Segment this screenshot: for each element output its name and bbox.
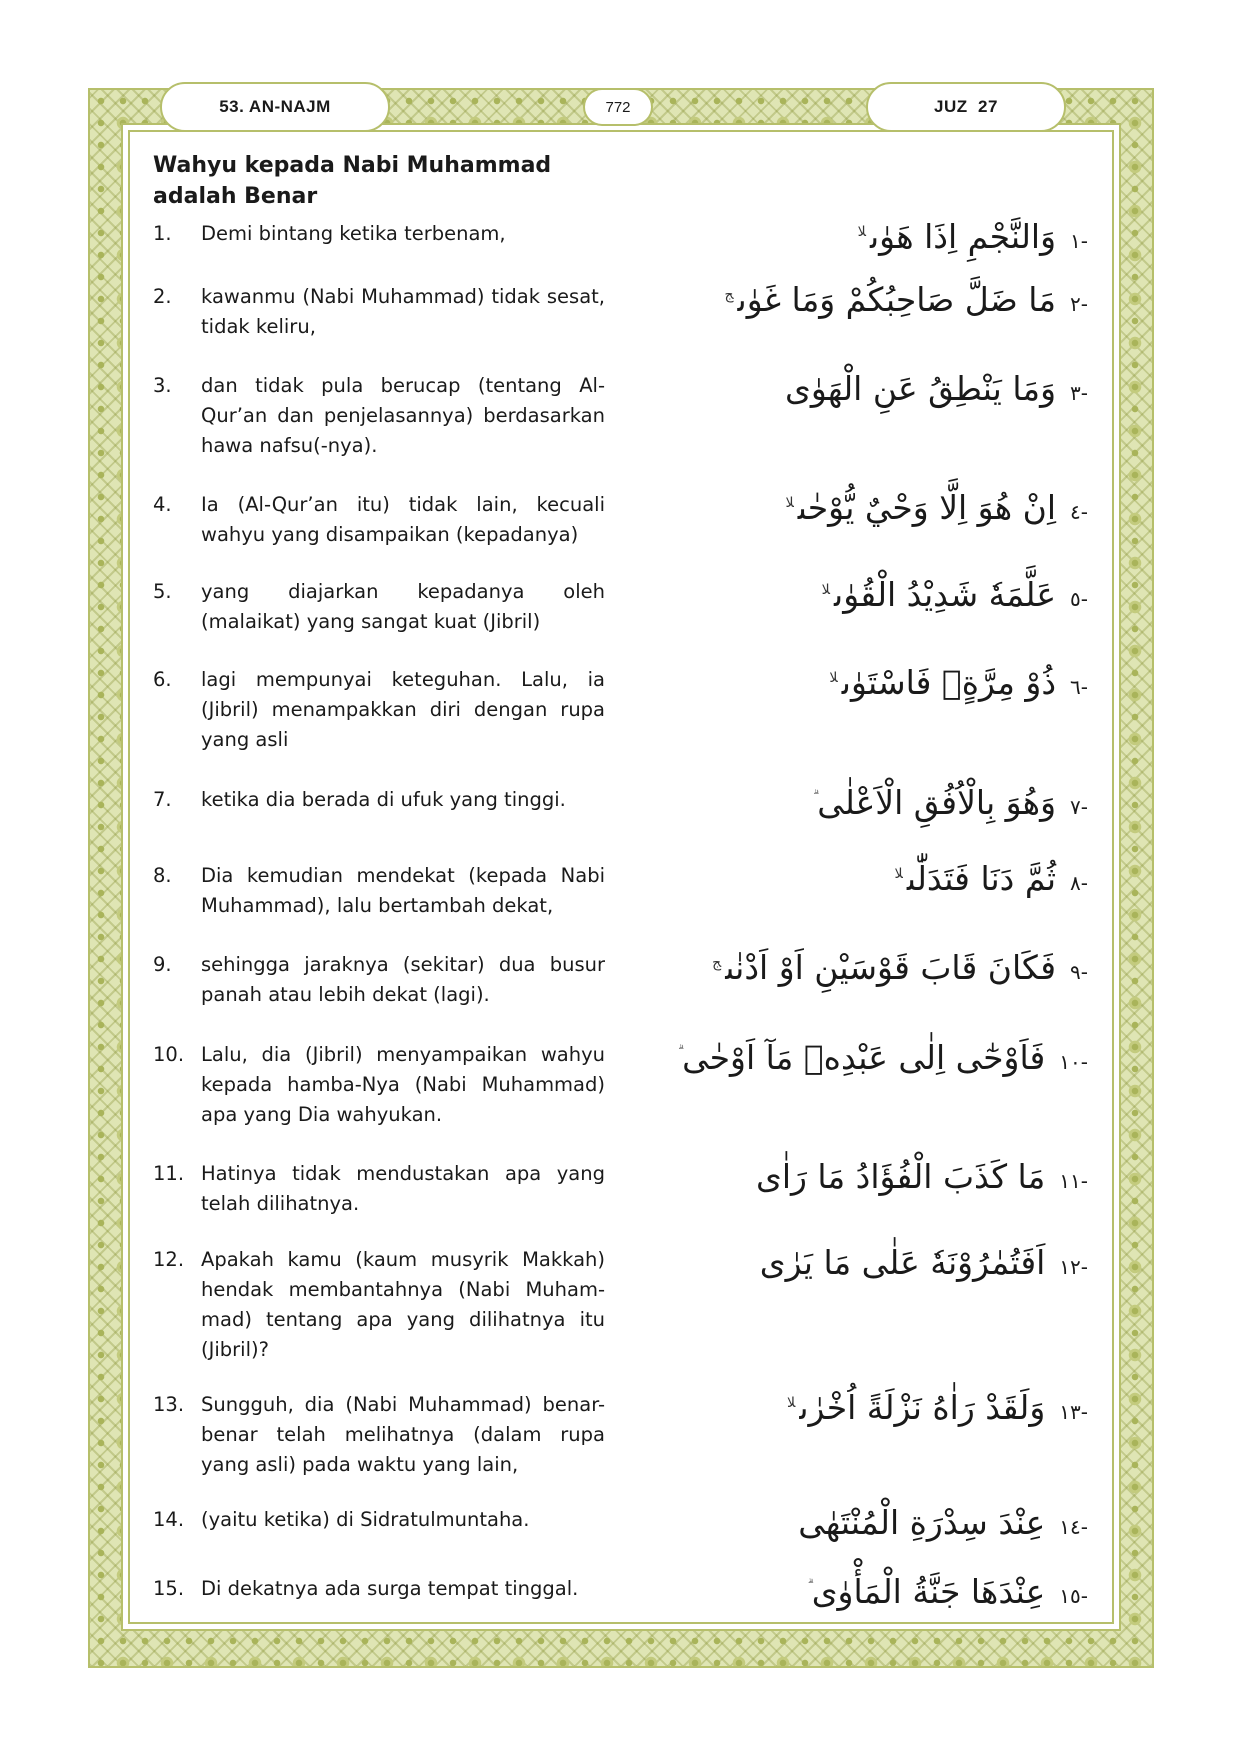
arabic-verse (658, 359, 1088, 418)
arabic-verse (658, 1378, 1088, 1437)
translation (153, 950, 605, 1010)
verse-number: 10. (153, 1043, 185, 1066)
translation-text: yang diajarkan kepadanya oleh (malaikat) yang sangat kuat (Jibril) (201, 580, 605, 633)
translation (153, 1574, 605, 1604)
arabic-verse (658, 1562, 1088, 1621)
translation (153, 1390, 605, 1480)
page-number-tab (583, 88, 653, 126)
translation-text: Hatinya tidak mendustakan apa yang telah dilihatnya. (201, 1162, 605, 1215)
juz-label: JUZ 27 (934, 97, 998, 116)
juz-tab (866, 82, 1066, 132)
verse-number: 11. (153, 1162, 185, 1185)
arabic-text: عِنْدَ سِدْرَةِ الْمُنْتَهٰى (798, 1503, 1046, 1542)
verse-number: 6. (153, 668, 172, 691)
arabic-verse-number: -١ (1070, 229, 1088, 253)
arabic-verse-number: -١١ (1059, 1169, 1088, 1193)
translation-text: ketika dia berada di ufuk yang tinggi. (201, 788, 566, 811)
translation-text: lagi mempunyai keteguhan. Lalu, ia (Jibril) menampakkan diri dengan rupa yang asli (201, 668, 605, 751)
waqf-mark: ج (712, 955, 722, 971)
translation (153, 785, 605, 815)
arabic-verse-number: -١٣ (1059, 1400, 1088, 1424)
verse-row (153, 577, 1088, 657)
verse-row (153, 490, 1088, 570)
verse-row (153, 663, 1088, 751)
verse-row (153, 1243, 1088, 1361)
verse-row (153, 861, 1088, 941)
arabic-text: فَاَوْحٰٓى اِلٰى عَبْدِهٖ مَآ اَوْحٰى (682, 1038, 1046, 1077)
verse-row (153, 369, 1088, 457)
translation (153, 1245, 605, 1365)
verse-number: 15. (153, 1577, 185, 1600)
verse-number: 14. (153, 1508, 185, 1531)
surah-name: 53. AN-NAJM (219, 97, 331, 116)
translation (153, 1159, 605, 1219)
arabic-verse (658, 1233, 1088, 1292)
arabic-verse-number: -٥ (1070, 587, 1088, 611)
arabic-verse-number: -٦ (1070, 675, 1088, 699)
translation-text: Demi bintang ketika terbenam, (201, 222, 506, 245)
arabic-verse-number: -٧ (1070, 795, 1088, 819)
verse-row (153, 1038, 1088, 1126)
waqf-mark: لا (786, 1395, 796, 1411)
verse-number: 4. (153, 493, 172, 516)
arabic-verse-number: -١٤ (1059, 1515, 1088, 1539)
waqf-mark: لا (785, 495, 794, 511)
waqf-mark: لا (894, 866, 903, 882)
verse-row (153, 1574, 1088, 1654)
arabic-text: عِنْدَهَا جَنَّةُ الْمَأْوٰى (811, 1572, 1046, 1611)
verse-row (153, 950, 1088, 1030)
translation (153, 282, 605, 342)
translation (153, 490, 605, 550)
verse-row (153, 1159, 1088, 1239)
arabic-verse (658, 773, 1088, 832)
arabic-text: وَالنَّجْمِ اِذَا هَوٰى (870, 217, 1057, 256)
translation (153, 1505, 605, 1535)
arabic-verse-number: -٩ (1070, 960, 1088, 984)
arabic-text: مَا كَذَبَ الْفُؤَادُ مَا رَاٰى (756, 1157, 1046, 1196)
verse-number: 5. (153, 580, 172, 603)
translation (153, 665, 605, 755)
translation-text: Lalu, dia (Jibril) menyampaikan wahyu kepada hamba-Nya (Nabi Muhammad) apa yang Dia wahyukan. (201, 1043, 605, 1126)
translation-text: Sungguh, dia (Nabi Muhammad) benar-benar telah melihatnya (dalam rupa yang asli) pada waktu yang lain, (201, 1393, 605, 1476)
arabic-verse (658, 565, 1088, 624)
arabic-verse-number: -٢ (1070, 292, 1088, 316)
verse-number: 1. (153, 222, 172, 245)
verse-number: 2. (153, 285, 172, 308)
waqf-mark: لا (857, 224, 866, 240)
arabic-verse-number: -١٢ (1059, 1255, 1088, 1279)
verse-number: 7. (153, 788, 172, 811)
arabic-text: وَهُوَ بِالْاُفُقِ الْاَعْلٰى (817, 783, 1057, 822)
arabic-verse-number: -٣ (1070, 381, 1088, 405)
arabic-verse-number: -١٥ (1059, 1584, 1088, 1608)
verse-number: 9. (153, 953, 172, 976)
arabic-text: فَكَانَ قَابَ قَوْسَيْنِ اَوْ اَدْنٰى (725, 948, 1057, 987)
verse-number: 12. (153, 1248, 185, 1271)
arabic-text: اَفَتُمٰرُوْنَهٗ عَلٰى مَا يَرٰى (759, 1243, 1046, 1282)
surah-name-tab (160, 82, 390, 132)
arabic-verse (658, 1028, 1088, 1087)
translation-text: Apakah kamu (kaum musyrik Makkah) hendak membantahnya (Nabi Muham-mad) tentang apa yang dilihatnya itu (Jibril)? (201, 1248, 605, 1361)
arabic-text: وَلَقَدْ رَاٰهُ نَزْلَةً اُخْرٰى (799, 1388, 1046, 1427)
waqf-mark: لا (821, 582, 831, 598)
translation (153, 371, 605, 461)
translation-text: sehingga jaraknya (sekitar) dua busur panah atau lebih dekat (lagi). (201, 953, 605, 1006)
page-number: 772 (605, 98, 631, 116)
translation-text: dan tidak pula berucap (tentang Al-Qur’an dan penjelasannya) berdasarkan hawa nafsu(-nya). (201, 374, 605, 457)
verse-number: 8. (153, 864, 172, 887)
verse-number: 13. (153, 1393, 185, 1416)
arabic-verse (658, 1493, 1088, 1552)
arabic-verse (658, 653, 1088, 712)
translation-text: (yaitu ketika) di Sidratulmuntaha. (201, 1508, 530, 1531)
arabic-verse (658, 478, 1088, 537)
arabic-verse-number: -١٠ (1059, 1050, 1088, 1074)
arabic-text: ذُوْ مِرَّةٍۗ فَاسْتَوٰى (841, 663, 1057, 702)
arabic-text: وَمَا يَنْطِقُ عَنِ الْهَوٰى (785, 369, 1057, 408)
translation (153, 577, 605, 637)
arabic-verse (658, 270, 1088, 329)
translation-text: Dia kemudian mendekat (kepada Nabi Muhammad), lalu bertambah dekat, (201, 864, 605, 917)
waqf-mark: ج (724, 287, 734, 303)
translation-text: kawanmu (Nabi Muhammad) tidak sesat, tidak keliru, (201, 285, 605, 338)
arabic-text: اِنْ هُوَ اِلَّا وَحْيٌ يُّوْحٰى (797, 488, 1057, 527)
arabic-verse (658, 938, 1088, 997)
waqf-mark: لا (829, 670, 838, 686)
verse-row (153, 282, 1088, 362)
translation-text: Di dekatnya ada surga tempat tinggal. (201, 1577, 579, 1600)
verse-number: 3. (153, 374, 172, 397)
arabic-text: عَلَّمَهٗ شَدِيْدُ الْقُوٰى (834, 575, 1057, 614)
translation (153, 861, 605, 921)
translation-text: Ia (Al-Qur’an itu) tidak lain, kecuali wahyu yang disampaikan (kepadanya) (201, 493, 605, 546)
verse-row (153, 1388, 1088, 1476)
translation (153, 219, 605, 249)
arabic-verse (658, 849, 1088, 908)
arabic-text: ثُمَّ دَنَا فَتَدَلّٰى (906, 859, 1057, 898)
arabic-text: مَا ضَلَّ صَاحِبُكُمْ وَمَا غَوٰى (737, 280, 1057, 319)
arabic-verse (658, 207, 1088, 266)
arabic-verse-number: -٨ (1070, 871, 1088, 895)
translation (153, 1040, 605, 1130)
section-title: Wahyu kepada Nabi Muhammad adalah Benar (153, 153, 552, 209)
arabic-verse (658, 1147, 1088, 1206)
arabic-verse-number: -٤ (1070, 500, 1088, 524)
